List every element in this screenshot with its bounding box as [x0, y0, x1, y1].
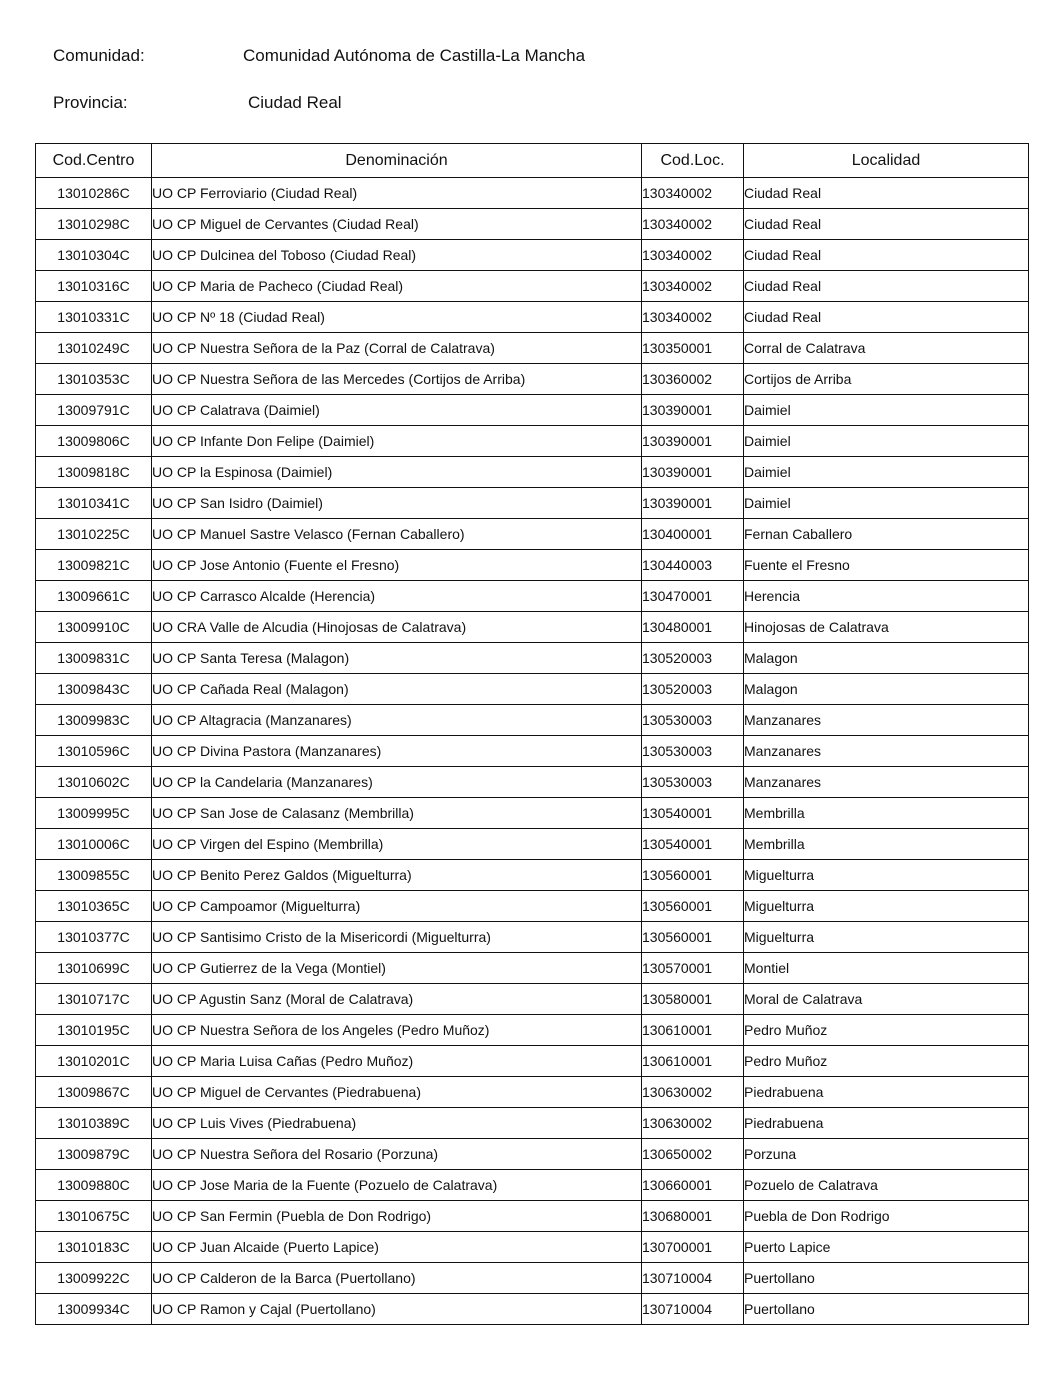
table-row	[36, 1170, 1029, 1201]
denominacion-cell: UO CP la Candelaria (Manzanares)	[152, 767, 642, 798]
cod-loc-cell: 130540001	[642, 829, 744, 860]
denominacion-cell: UO CP Calatrava (Daimiel)	[152, 395, 642, 426]
localidad-cell: Daimiel	[744, 395, 1029, 426]
denominacion-cell: UO CP Manuel Sastre Velasco (Fernan Caballero)	[152, 519, 642, 550]
table-body	[36, 178, 1029, 1325]
cod-centro-cell: 13010298C	[36, 209, 152, 240]
cod-centro-cell: 13010304C	[36, 240, 152, 271]
cod-centro-cell: 13009880C	[36, 1170, 152, 1201]
provincia-label: Provincia:	[53, 93, 128, 112]
cod-centro-cell: 13010201C	[36, 1046, 152, 1077]
cod-centro-cell: 13009867C	[36, 1077, 152, 1108]
cod-centro-cell: 13009922C	[36, 1263, 152, 1294]
denominacion-cell: UO CP la Espinosa (Daimiel)	[152, 457, 642, 488]
table-row	[36, 1263, 1029, 1294]
cod-loc-cell: 130570001	[642, 953, 744, 984]
localidad-cell: Montiel	[744, 953, 1029, 984]
localidad-cell: Membrilla	[744, 798, 1029, 829]
cod-centro-cell: 13010596C	[36, 736, 152, 767]
cod-loc-cell: 130390001	[642, 426, 744, 457]
table-row	[36, 1046, 1029, 1077]
cod-loc-cell: 130560001	[642, 860, 744, 891]
denominacion-cell: UO CP Miguel de Cervantes (Ciudad Real)	[152, 209, 642, 240]
cod-centro-cell: 13010717C	[36, 984, 152, 1015]
table-row	[36, 767, 1029, 798]
cod-loc-cell: 130530003	[642, 705, 744, 736]
localidad-cell: Ciudad Real	[744, 240, 1029, 271]
cod-centro-cell: 13009661C	[36, 581, 152, 612]
column-header-localidad: Localidad	[744, 144, 1029, 178]
localidad-cell: Moral de Calatrava	[744, 984, 1029, 1015]
localidad-cell: Daimiel	[744, 426, 1029, 457]
denominacion-cell: UO CP Miguel de Cervantes (Piedrabuena)	[152, 1077, 642, 1108]
cod-loc-cell: 130480001	[642, 612, 744, 643]
table-row	[36, 798, 1029, 829]
cod-loc-cell: 130650002	[642, 1139, 744, 1170]
cod-loc-cell: 130340002	[642, 271, 744, 302]
denominacion-cell: UO CP Agustin Sanz (Moral de Calatrava)	[152, 984, 642, 1015]
cod-loc-cell: 130530003	[642, 767, 744, 798]
localidad-cell: Manzanares	[744, 705, 1029, 736]
column-header-cod-loc: Cod.Loc.	[642, 144, 744, 178]
denominacion-cell: UO CP Nuestra Señora del Rosario (Porzuna)	[152, 1139, 642, 1170]
denominacion-cell: UO CP Dulcinea del Toboso (Ciudad Real)	[152, 240, 642, 271]
table-row	[36, 1294, 1029, 1325]
denominacion-cell: UO CP Nº 18 (Ciudad Real)	[152, 302, 642, 333]
cod-centro-cell: 13009806C	[36, 426, 152, 457]
localidad-cell: Fernan Caballero	[744, 519, 1029, 550]
denominacion-cell: UO CP San Fermin (Puebla de Don Rodrigo)	[152, 1201, 642, 1232]
denominacion-cell: UO CP Nuestra Señora de las Mercedes (Cortijos de Arriba)	[152, 364, 642, 395]
table-row	[36, 519, 1029, 550]
denominacion-cell: UO CP Divina Pastora (Manzanares)	[152, 736, 642, 767]
denominacion-cell: UO CP Ferroviario (Ciudad Real)	[152, 178, 642, 209]
localidad-cell: Ciudad Real	[744, 209, 1029, 240]
table-row	[36, 1232, 1029, 1263]
table-row	[36, 1108, 1029, 1139]
localidad-cell: Piedrabuena	[744, 1077, 1029, 1108]
table-row	[36, 1139, 1029, 1170]
localidad-cell: Ciudad Real	[744, 178, 1029, 209]
cod-loc-cell: 130340002	[642, 240, 744, 271]
provincia-value: Ciudad Real	[248, 93, 342, 112]
localidad-cell: Membrilla	[744, 829, 1029, 860]
table-row	[36, 457, 1029, 488]
denominacion-cell: UO CP Nuestra Señora de la Paz (Corral de Calatrava)	[152, 333, 642, 364]
localidad-cell: Puebla de Don Rodrigo	[744, 1201, 1029, 1232]
cod-centro-cell: 13010365C	[36, 891, 152, 922]
table-row	[36, 550, 1029, 581]
cod-loc-cell: 130440003	[642, 550, 744, 581]
cod-loc-cell: 130340002	[642, 209, 744, 240]
table-row	[36, 581, 1029, 612]
localidad-cell: Pedro Muñoz	[744, 1046, 1029, 1077]
column-header-cod-centro: Cod.Centro	[36, 144, 152, 178]
cod-centro-cell: 13010675C	[36, 1201, 152, 1232]
denominacion-cell: UO CP Jose Antonio (Fuente el Fresno)	[152, 550, 642, 581]
cod-loc-cell: 130660001	[642, 1170, 744, 1201]
cod-centro-cell: 13009995C	[36, 798, 152, 829]
column-header-denominacion: Denominación	[152, 144, 642, 178]
denominacion-cell: UO CP Cañada Real (Malagon)	[152, 674, 642, 705]
table-row	[36, 178, 1029, 209]
cod-loc-cell: 130390001	[642, 395, 744, 426]
denominacion-cell: UO CP Infante Don Felipe (Daimiel)	[152, 426, 642, 457]
denominacion-cell: UO CP Carrasco Alcalde (Herencia)	[152, 581, 642, 612]
denominacion-cell: UO CP Altagracia (Manzanares)	[152, 705, 642, 736]
cod-centro-cell: 13009934C	[36, 1294, 152, 1325]
cod-centro-cell: 13010286C	[36, 178, 152, 209]
table-header-row	[36, 144, 1029, 178]
comunidad-value: Comunidad Autónoma de Castilla-La Mancha	[243, 46, 586, 65]
cod-loc-cell: 130340002	[642, 302, 744, 333]
localidad-cell: Puertollano	[744, 1263, 1029, 1294]
cod-loc-cell: 130360002	[642, 364, 744, 395]
cod-centro-cell: 13010699C	[36, 953, 152, 984]
cod-centro-cell: 13009879C	[36, 1139, 152, 1170]
centros-table	[35, 143, 1029, 1325]
table-row	[36, 364, 1029, 395]
cod-loc-cell: 130520003	[642, 643, 744, 674]
denominacion-cell: UO CP San Jose de Calasanz (Membrilla)	[152, 798, 642, 829]
localidad-cell: Daimiel	[744, 457, 1029, 488]
cod-loc-cell: 130710004	[642, 1294, 744, 1325]
denominacion-cell: UO CP Maria de Pacheco (Ciudad Real)	[152, 271, 642, 302]
denominacion-cell: UO CP Ramon y Cajal (Puertollano)	[152, 1294, 642, 1325]
table-row	[36, 240, 1029, 271]
cod-centro-cell: 13010389C	[36, 1108, 152, 1139]
cod-loc-cell: 130580001	[642, 984, 744, 1015]
table-row	[36, 395, 1029, 426]
cod-centro-cell: 13010377C	[36, 922, 152, 953]
table-row	[36, 953, 1029, 984]
localidad-cell: Daimiel	[744, 488, 1029, 519]
localidad-cell: Manzanares	[744, 767, 1029, 798]
localidad-cell: Piedrabuena	[744, 1108, 1029, 1139]
localidad-cell: Puertollano	[744, 1294, 1029, 1325]
cod-centro-cell: 13010341C	[36, 488, 152, 519]
cod-centro-cell: 13010353C	[36, 364, 152, 395]
cod-centro-cell: 13009818C	[36, 457, 152, 488]
table-row	[36, 426, 1029, 457]
cod-loc-cell: 130530003	[642, 736, 744, 767]
denominacion-cell: UO CP Santa Teresa (Malagon)	[152, 643, 642, 674]
localidad-cell: Miguelturra	[744, 860, 1029, 891]
cod-loc-cell: 130390001	[642, 457, 744, 488]
cod-loc-cell: 130630002	[642, 1108, 744, 1139]
cod-loc-cell: 130700001	[642, 1232, 744, 1263]
table-row	[36, 302, 1029, 333]
cod-centro-cell: 13010225C	[36, 519, 152, 550]
localidad-cell: Ciudad Real	[744, 302, 1029, 333]
denominacion-cell: UO CP Nuestra Señora de los Angeles (Pedro Muñoz)	[152, 1015, 642, 1046]
denominacion-cell: UO CP Juan Alcaide (Puerto Lapice)	[152, 1232, 642, 1263]
cod-centro-cell: 13010602C	[36, 767, 152, 798]
denominacion-cell: UO CP San Isidro (Daimiel)	[152, 488, 642, 519]
cod-centro-cell: 13009843C	[36, 674, 152, 705]
localidad-cell: Cortijos de Arriba	[744, 364, 1029, 395]
cod-loc-cell: 130470001	[642, 581, 744, 612]
localidad-cell: Corral de Calatrava	[744, 333, 1029, 364]
denominacion-cell: UO CP Campoamor (Miguelturra)	[152, 891, 642, 922]
cod-loc-cell: 130560001	[642, 891, 744, 922]
table-row	[36, 271, 1029, 302]
table-row	[36, 891, 1029, 922]
table-row	[36, 922, 1029, 953]
table-row	[36, 1015, 1029, 1046]
cod-loc-cell: 130610001	[642, 1015, 744, 1046]
table-row	[36, 984, 1029, 1015]
denominacion-cell: UO CRA Valle de Alcudia (Hinojosas de Calatrava)	[152, 612, 642, 643]
table-row	[36, 612, 1029, 643]
cod-centro-cell: 13009831C	[36, 643, 152, 674]
localidad-cell: Miguelturra	[744, 922, 1029, 953]
cod-centro-cell: 13010249C	[36, 333, 152, 364]
denominacion-cell: UO CP Maria Luisa Cañas (Pedro Muñoz)	[152, 1046, 642, 1077]
localidad-cell: Pozuelo de Calatrava	[744, 1170, 1029, 1201]
cod-loc-cell: 130560001	[642, 922, 744, 953]
denominacion-cell: UO CP Luis Vives (Piedrabuena)	[152, 1108, 642, 1139]
denominacion-cell: UO CP Virgen del Espino (Membrilla)	[152, 829, 642, 860]
comunidad-label: Comunidad:	[53, 46, 145, 65]
cod-centro-cell: 13010006C	[36, 829, 152, 860]
localidad-cell: Miguelturra	[744, 891, 1029, 922]
denominacion-cell: UO CP Benito Perez Galdos (Miguelturra)	[152, 860, 642, 891]
cod-loc-cell: 130680001	[642, 1201, 744, 1232]
cod-centro-cell: 13009791C	[36, 395, 152, 426]
cod-loc-cell: 130520003	[642, 674, 744, 705]
cod-loc-cell: 130540001	[642, 798, 744, 829]
denominacion-cell: UO CP Santisimo Cristo de la Misericordi (Miguelturra)	[152, 922, 642, 953]
cod-centro-cell: 13009910C	[36, 612, 152, 643]
table-row	[36, 1201, 1029, 1232]
localidad-cell: Puerto Lapice	[744, 1232, 1029, 1263]
localidad-cell: Herencia	[744, 581, 1029, 612]
cod-centro-cell: 13009821C	[36, 550, 152, 581]
table-row	[36, 488, 1029, 519]
cod-loc-cell: 130710004	[642, 1263, 744, 1294]
cod-loc-cell: 130340002	[642, 178, 744, 209]
table-row	[36, 736, 1029, 767]
cod-loc-cell: 130610001	[642, 1046, 744, 1077]
cod-centro-cell: 13009983C	[36, 705, 152, 736]
table-row	[36, 333, 1029, 364]
table-row	[36, 1077, 1029, 1108]
localidad-cell: Malagon	[744, 643, 1029, 674]
cod-centro-cell: 13010195C	[36, 1015, 152, 1046]
denominacion-cell: UO CP Calderon de la Barca (Puertollano)	[152, 1263, 642, 1294]
table-row	[36, 705, 1029, 736]
cod-loc-cell: 130400001	[642, 519, 744, 550]
localidad-cell: Fuente el Fresno	[744, 550, 1029, 581]
table-row	[36, 643, 1029, 674]
table-row	[36, 829, 1029, 860]
cod-centro-cell: 13009855C	[36, 860, 152, 891]
denominacion-cell: UO CP Jose Maria de la Fuente (Pozuelo de Calatrava)	[152, 1170, 642, 1201]
table-row	[36, 674, 1029, 705]
localidad-cell: Pedro Muñoz	[744, 1015, 1029, 1046]
localidad-cell: Hinojosas de Calatrava	[744, 612, 1029, 643]
cod-loc-cell: 130630002	[642, 1077, 744, 1108]
denominacion-cell: UO CP Gutierrez de la Vega (Montiel)	[152, 953, 642, 984]
cod-centro-cell: 13010331C	[36, 302, 152, 333]
cod-loc-cell: 130350001	[642, 333, 744, 364]
cod-loc-cell: 130390001	[642, 488, 744, 519]
table-row	[36, 209, 1029, 240]
table-row	[36, 860, 1029, 891]
cod-centro-cell: 13010316C	[36, 271, 152, 302]
cod-centro-cell: 13010183C	[36, 1232, 152, 1263]
localidad-cell: Malagon	[744, 674, 1029, 705]
localidad-cell: Ciudad Real	[744, 271, 1029, 302]
localidad-cell: Manzanares	[744, 736, 1029, 767]
localidad-cell: Porzuna	[744, 1139, 1029, 1170]
